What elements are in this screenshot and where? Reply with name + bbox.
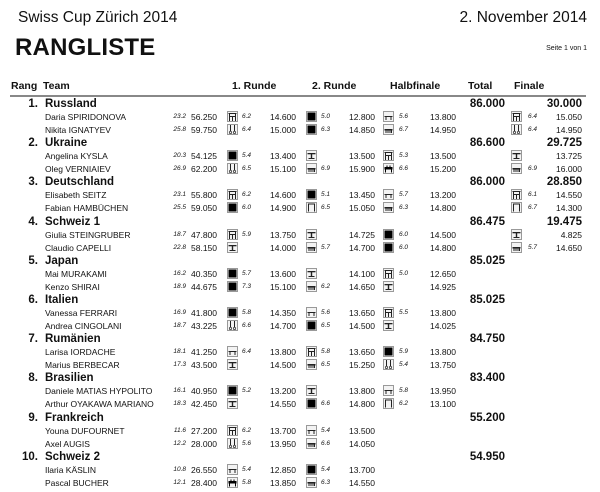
athlete-name: Arthur OYAKAWA MARIANO: [45, 399, 154, 410]
r2-score: 14.800: [349, 399, 375, 410]
team-finale-total: 30.000: [546, 98, 582, 110]
team-total: 86.000: [469, 98, 505, 110]
hf-score: 13.800: [430, 347, 456, 358]
athlete-name: Nikita IGNATYEV: [45, 125, 111, 135]
r1-difficulty: 6.6: [241, 322, 251, 329]
athlete-name: Claudio CAPELLI: [45, 242, 112, 253]
r1-difficulty: 7.3: [241, 282, 251, 290]
col-team: Team: [43, 80, 70, 92]
athlete-name: Vanessa FERRARI: [45, 308, 118, 318]
athlete-row: [0, 202, 600, 215]
athlete-difficulty-total: 16.9: [173, 309, 186, 316]
athlete-difficulty-total: 12.2: [173, 439, 186, 447]
athlete-row: [0, 359, 600, 372]
r2-difficulty: 6.3: [320, 126, 330, 133]
r2-difficulty: 5.8: [320, 348, 330, 356]
team-rank: 1.: [28, 98, 38, 110]
col-total: Total: [468, 80, 493, 92]
col-halbfinale: Halbfinale: [390, 80, 441, 92]
athlete-score-total: 55.800: [191, 190, 217, 201]
r1-score: 13.600: [270, 268, 296, 279]
team-name: Deutschland: [45, 176, 115, 189]
athlete-score-total: 54.125: [191, 151, 217, 162]
athlete-difficulty-total: 25.8: [173, 126, 186, 133]
team-rank: 9.: [28, 411, 38, 424]
r2-score: 15.900: [349, 164, 375, 175]
beam-icon: [306, 385, 317, 396]
r2-score: 14.650: [349, 281, 375, 292]
r1-score: 15.100: [270, 281, 296, 292]
athlete-name: Andrea CINGOLANI: [45, 321, 122, 331]
fi-score: 14.550: [556, 190, 582, 201]
r2-score: 12.800: [349, 112, 375, 122]
r1-score: 14.500: [270, 360, 296, 371]
hf-score: 14.950: [430, 125, 456, 135]
beam-icon: [511, 229, 522, 240]
hf-score: 13.100: [430, 399, 456, 410]
athlete-row: [0, 385, 600, 398]
col-runde-1: 1. Runde: [232, 80, 277, 92]
athlete-score-total: 43.225: [191, 321, 217, 331]
hf-score: 13.800: [430, 112, 456, 122]
hf-difficulty: 5.8: [398, 387, 408, 395]
athlete-score-total: 41.250: [191, 347, 217, 358]
fi-difficulty: 6.4: [527, 113, 537, 120]
header-divider: [10, 95, 586, 97]
athlete-difficulty-total: 16.1: [173, 387, 186, 395]
r2-difficulty: 5.7: [320, 243, 330, 251]
r1-score: 14.700: [270, 321, 296, 331]
fi-score: 13.725: [556, 151, 582, 162]
fi-score: 15.050: [556, 112, 582, 122]
athlete-name: Giulia STEINGRUBER: [45, 229, 131, 240]
athlete-row: [0, 242, 600, 255]
page-title: RANGLISTE: [15, 34, 156, 61]
hf-score: 14.800: [430, 203, 456, 214]
r2-difficulty: 6.5: [320, 322, 330, 329]
r2-difficulty: 5.6: [320, 309, 330, 316]
team-rank: 10.: [22, 450, 38, 463]
team-total: 85.025: [469, 294, 505, 306]
event-title: Swiss Cup Zürich 2014: [18, 9, 178, 26]
beam-icon: [227, 242, 238, 253]
hf-difficulty: 6.7: [398, 126, 408, 133]
r2-score: 15.050: [349, 203, 375, 214]
team-row: [0, 451, 600, 492]
beam-icon: [306, 150, 317, 161]
team-row: [0, 412, 600, 453]
hf-difficulty: 5.3: [398, 152, 408, 160]
team-rank: 7.: [28, 333, 38, 346]
hf-difficulty: 5.7: [398, 191, 408, 199]
r2-difficulty: 6.9: [320, 165, 330, 173]
r2-score: 14.725: [349, 229, 375, 240]
athlete-name: Oleg VERNIAIEV: [45, 164, 111, 175]
beam-icon: [227, 398, 238, 409]
athlete-difficulty-total: 12.1: [173, 478, 186, 486]
athlete-row: [0, 425, 600, 438]
athlete-difficulty-total: 17.3: [173, 361, 186, 369]
athlete-row: [0, 124, 600, 137]
team-finale-total: 28.850: [546, 176, 582, 189]
r1-difficulty: 5.8: [241, 309, 251, 316]
hf-difficulty: 5.4: [398, 361, 408, 369]
r1-score: 14.550: [270, 399, 296, 410]
r1-difficulty: 6.2: [241, 426, 251, 434]
r1-difficulty: 6.0: [241, 204, 251, 212]
athlete-row: [0, 268, 600, 281]
r2-score: 14.500: [349, 321, 375, 331]
team-rank: 8.: [28, 372, 38, 385]
fi-score: 14.650: [556, 242, 582, 253]
athlete-score-total: 62.200: [191, 164, 217, 175]
athlete-difficulty-total: 18.3: [173, 400, 186, 408]
team-row: [0, 255, 600, 296]
team-total: 84.750: [469, 333, 505, 346]
hf-score: 15.200: [430, 164, 456, 175]
athlete-name: Angelina KYSLA: [45, 151, 108, 162]
event-date: 2. November 2014: [459, 9, 587, 26]
hf-score: 12.650: [430, 268, 456, 279]
team-name: Ukraine: [45, 137, 88, 150]
fi-score: 14.950: [556, 125, 582, 135]
team-row: [0, 216, 600, 257]
hf-difficulty: 6.0: [398, 230, 408, 238]
r2-difficulty: 6.5: [320, 204, 330, 212]
athlete-name: Youna DUFOURNET: [45, 425, 125, 436]
r2-difficulty: 5.4: [320, 465, 330, 473]
hf-difficulty: 6.0: [398, 243, 408, 251]
athlete-difficulty-total: 18.1: [173, 348, 186, 356]
r1-difficulty: 6.4: [241, 348, 251, 356]
athlete-score-total: 41.800: [191, 308, 217, 318]
r1-score: 14.000: [270, 242, 296, 253]
hf-score: 14.025: [430, 321, 456, 331]
team-row: [0, 333, 600, 374]
r2-difficulty: 6.3: [320, 478, 330, 486]
r1-difficulty: 5.4: [241, 465, 251, 473]
athlete-row: [0, 346, 600, 359]
athlete-score-total: 59.050: [191, 203, 217, 214]
athlete-row: [0, 163, 600, 176]
hf-difficulty: 6.2: [398, 400, 408, 408]
r2-score: 13.650: [349, 347, 375, 358]
team-row: [0, 176, 600, 217]
athlete-row: [0, 438, 600, 451]
r2-score: 13.800: [349, 386, 375, 397]
r1-score: 13.800: [270, 347, 296, 358]
hf-difficulty: 5.0: [398, 269, 408, 277]
hf-difficulty: 5.6: [398, 113, 408, 120]
beam-icon: [227, 359, 238, 370]
team-name: Schweiz 2: [45, 450, 100, 463]
athlete-score-total: 44.675: [191, 281, 217, 292]
athlete-difficulty-total: 18.7: [173, 230, 186, 238]
r1-difficulty: 5.4: [241, 152, 251, 160]
team-name: Brasilien: [45, 372, 94, 385]
fi-difficulty: 6.1: [527, 191, 537, 199]
athlete-difficulty-total: 25.5: [173, 204, 186, 212]
r1-difficulty: 6.2: [241, 191, 251, 199]
athlete-difficulty-total: 18.9: [173, 282, 186, 290]
team-row: [0, 294, 600, 335]
r2-difficulty: 6.6: [320, 439, 330, 447]
hf-score: 14.800: [430, 242, 456, 253]
athlete-row: [0, 307, 600, 320]
team-total: 86.600: [469, 137, 505, 150]
r2-difficulty: 6.6: [320, 400, 330, 408]
team-total: 86.475: [469, 215, 505, 228]
athlete-row: [0, 150, 600, 163]
r2-score: 13.700: [349, 464, 375, 475]
team-row: [0, 98, 600, 139]
team-row: [0, 372, 600, 413]
fi-score: 4.825: [560, 229, 582, 240]
athlete-name: Daria SPIRIDONOVA: [45, 112, 127, 122]
athlete-name: Marius BERBECAR: [45, 360, 120, 371]
r2-score: 13.450: [349, 190, 375, 201]
hf-score: 13.800: [430, 308, 456, 318]
team-total: 85.025: [469, 254, 505, 267]
athlete-row: [0, 111, 600, 124]
r1-score: 14.600: [270, 190, 296, 201]
athlete-score-total: 47.800: [191, 229, 217, 240]
athlete-row: [0, 398, 600, 411]
team-rank: 6.: [28, 294, 38, 306]
team-total: 54.950: [469, 450, 505, 463]
team-rank: 5.: [28, 254, 38, 267]
athlete-row: [0, 464, 600, 477]
athlete-name: Axel AUGIS: [45, 438, 90, 449]
r2-score: 14.050: [349, 438, 375, 449]
beam-icon: [306, 229, 317, 240]
r2-score: 14.100: [349, 268, 375, 279]
beam-icon: [383, 320, 394, 331]
col-finale: Finale: [514, 80, 545, 92]
athlete-difficulty-total: 11.6: [173, 426, 186, 434]
team-row: [0, 137, 600, 178]
col-rang: Rang: [11, 80, 38, 92]
athlete-score-total: 56.250: [191, 112, 217, 122]
r2-score: 13.500: [349, 425, 375, 436]
r1-score: 15.000: [270, 125, 296, 135]
hf-difficulty: 5.9: [398, 348, 408, 356]
r2-score: 14.700: [349, 242, 375, 253]
team-total: 86.000: [469, 176, 505, 189]
athlete-score-total: 59.750: [191, 125, 217, 135]
r1-difficulty: 5.8: [241, 478, 251, 486]
r1-score: 13.700: [270, 425, 296, 436]
team-name: Frankreich: [45, 411, 104, 424]
team-total: 55.200: [469, 411, 505, 424]
hf-difficulty: 5.5: [398, 309, 408, 316]
athlete-difficulty-total: 26.9: [173, 165, 186, 173]
athlete-difficulty-total: 22.8: [173, 243, 186, 251]
team-name: Italien: [45, 294, 79, 306]
athlete-difficulty-total: 10.8: [173, 465, 186, 473]
team-rank: 3.: [28, 176, 38, 189]
r1-score: 12.850: [270, 464, 296, 475]
r1-difficulty: 6.4: [241, 126, 251, 133]
athlete-score-total: 40.950: [191, 386, 217, 397]
athlete-difficulty-total: 20.3: [173, 152, 186, 160]
athlete-score-total: 42.450: [191, 399, 217, 410]
r2-difficulty: 5.1: [320, 191, 330, 199]
athlete-difficulty-total: 16.2: [173, 269, 186, 277]
r1-score: 15.100: [270, 164, 296, 175]
athlete-name: Mai MURAKAMI: [45, 268, 107, 279]
fi-difficulty: 5.7: [527, 243, 537, 251]
athlete-score-total: 26.550: [191, 464, 217, 475]
r1-difficulty: 5.6: [241, 439, 251, 447]
hf-score: 13.750: [430, 360, 456, 371]
r2-difficulty: 6.5: [320, 361, 330, 369]
r1-difficulty: 5.2: [241, 387, 251, 395]
hf-score: 13.500: [430, 151, 456, 162]
athlete-score-total: 27.200: [191, 425, 217, 436]
athlete-score-total: 58.150: [191, 242, 217, 253]
team-rank: 2.: [28, 137, 38, 150]
r1-difficulty: 6.2: [241, 113, 251, 120]
r1-score: 13.850: [270, 477, 296, 488]
r2-score: 14.850: [349, 125, 375, 135]
r2-score: 14.550: [349, 477, 375, 488]
team-finale-total: 29.725: [546, 137, 582, 150]
r2-score: 13.500: [349, 151, 375, 162]
athlete-name: Kenzo SHIRAI: [45, 281, 100, 292]
team-total: 83.400: [469, 372, 505, 385]
r2-difficulty: 5.4: [320, 426, 330, 434]
col-runde-2: 2. Runde: [312, 80, 357, 92]
athlete-score-total: 28.400: [191, 477, 217, 488]
r1-score: 13.400: [270, 151, 296, 162]
fi-difficulty: 6.4: [527, 126, 537, 133]
r1-score: 14.350: [270, 308, 296, 318]
athlete-row: [0, 189, 600, 202]
fi-score: 14.300: [556, 203, 582, 214]
athlete-difficulty-total: 18.7: [173, 322, 186, 329]
athlete-row: [0, 229, 600, 242]
athlete-name: Daniele MATIAS HYPOLITO: [45, 386, 153, 397]
team-name: Japan: [45, 254, 79, 267]
athlete-score-total: 43.500: [191, 360, 217, 371]
fi-difficulty: 6.9: [527, 165, 537, 173]
athlete-name: Larisa IORDACHE: [45, 347, 116, 358]
r2-score: 15.250: [349, 360, 375, 371]
page-indicator: Seite 1 von 1: [546, 45, 587, 52]
r1-score: 13.750: [270, 229, 296, 240]
fi-score: 16.000: [556, 164, 582, 175]
hf-score: 14.500: [430, 229, 456, 240]
athlete-name: Fabian HAMBÜCHEN: [45, 203, 129, 214]
r1-difficulty: 6.5: [241, 165, 251, 173]
athlete-row: [0, 320, 600, 333]
r1-score: 13.200: [270, 386, 296, 397]
hf-score: 13.950: [430, 386, 456, 397]
r1-difficulty: 5.9: [241, 230, 251, 238]
athlete-difficulty-total: 23.1: [173, 191, 186, 199]
r2-difficulty: 5.0: [320, 113, 330, 120]
hf-difficulty: 6.3: [398, 204, 408, 212]
athlete-name: Elisabeth SEITZ: [45, 190, 107, 201]
team-name: Schweiz 1: [45, 215, 100, 228]
r1-score: 14.900: [270, 203, 296, 214]
hf-score: 13.200: [430, 190, 456, 201]
beam-icon: [306, 268, 317, 279]
team-name: Russland: [45, 98, 97, 110]
r1-score: 13.950: [270, 438, 296, 449]
team-finale-total: 19.475: [546, 215, 582, 228]
team-rank: 4.: [28, 215, 38, 228]
r1-score: 14.600: [270, 112, 296, 122]
athlete-score-total: 40.350: [191, 268, 217, 279]
r2-difficulty: 6.2: [320, 282, 330, 290]
beam-icon: [383, 281, 394, 292]
r1-difficulty: 5.7: [241, 269, 251, 277]
athlete-name: Pascal BUCHER: [45, 477, 109, 488]
athlete-difficulty-total: 23.2: [173, 113, 186, 120]
hf-difficulty: 6.6: [398, 165, 408, 173]
r2-score: 13.650: [349, 308, 375, 318]
athlete-row: [0, 281, 600, 294]
team-name: Rumänien: [45, 333, 101, 346]
fi-difficulty: 6.7: [527, 204, 537, 212]
hf-score: 14.925: [430, 281, 456, 292]
beam-icon: [511, 150, 522, 161]
athlete-score-total: 28.000: [191, 438, 217, 449]
athlete-name: Ilaria KÄSLIN: [45, 464, 97, 475]
